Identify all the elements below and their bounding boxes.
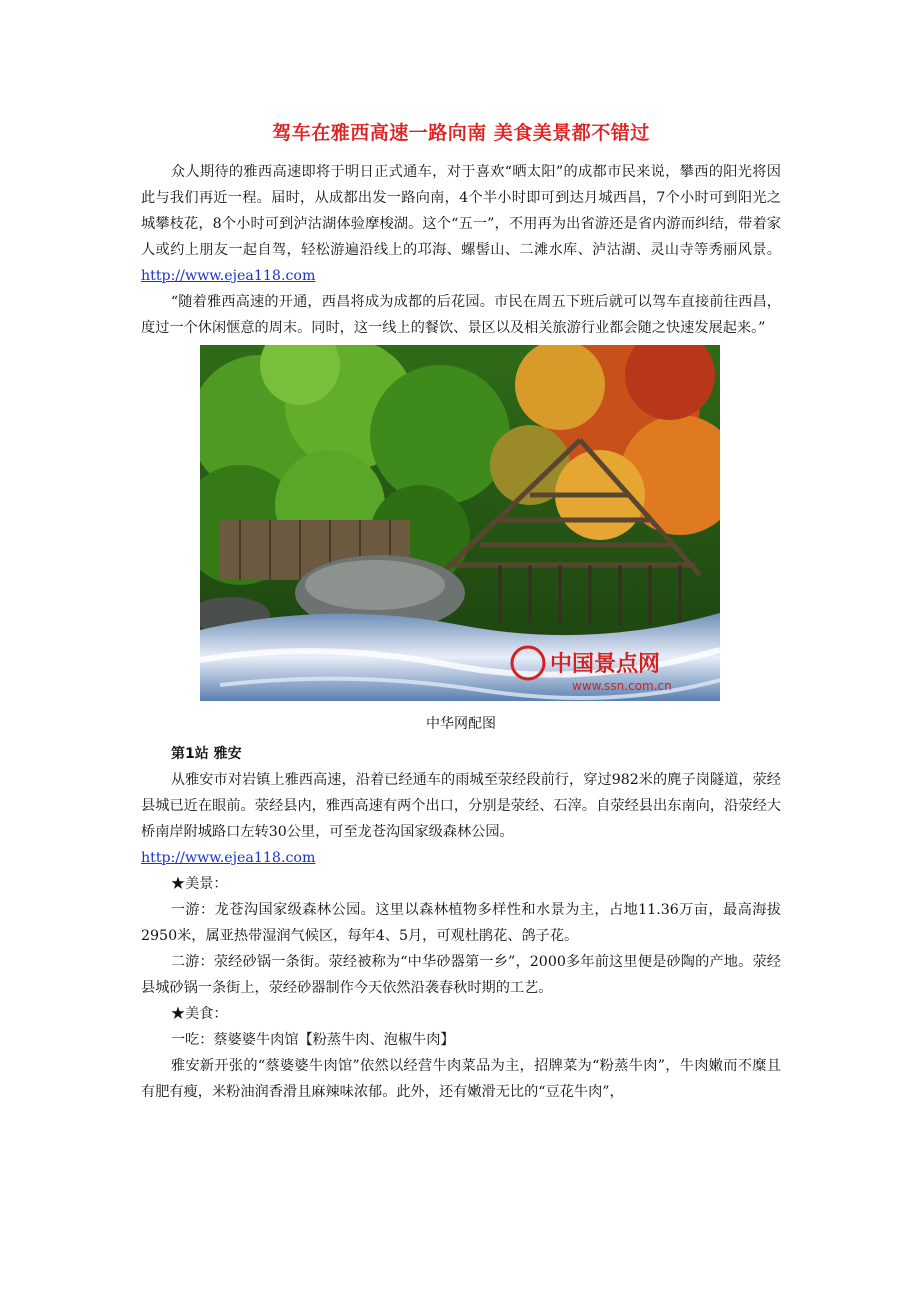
food-heading: ★美食：: [170, 1006, 228, 1022]
article-title: 驾车在雅西高速一路向南 美食美景都不错过: [272, 122, 650, 144]
intro-text: 众人期待的雅西高速即将于明日正式通车，对于喜欢“晒太阳”的成都市民来说，攀西的阳光将因此与我们再近一程。届时，从成都出发一路向南，4个半小时即可到达月城西昌，7个小时可到阳光之城攀枝花，8个小时可到泸沽湖体验摩梭湖。这个“五一”，不用再为出省游还是省内游而纠结，带着家人或约上朋友一起自驾，轻松游遍沿线上的邛海、螺髻山、二滩水库、泸沽湖、灵山寺等秀丽风景。: [141, 164, 781, 258]
scenery-heading: ★美景：: [170, 876, 228, 892]
site-link-2[interactable]: http://www.ejea118.com: [141, 850, 316, 866]
photo-caption: 中华网配图: [426, 716, 496, 732]
station-heading: 第1站 雅安: [171, 746, 242, 762]
site-link[interactable]: http://www.ejea118.com: [141, 268, 316, 284]
tour-2: 二游：荥经砂锅一条街。荥经被称为“中华砂器第一乡”，2000多年前这里便是砂陶的产地。荥经县城砂锅一条街上，荥经砂器制作今天依然沿袭春秋时期的工艺。: [141, 954, 781, 996]
intro-paragraph: [141, 159, 781, 289]
food-paragraph: 雅安新开张的“蔡婆婆牛肉馆”依然以经营牛肉菜品为主，招牌菜为“粉蒸牛肉”，牛肉嫩而不糜且有肥有瘦，米粉油润香滑且麻辣味浓郁。此外，还有嫩滑无比的“豆花牛肉”，: [141, 1058, 781, 1100]
photo-watermark-url: www.ssn.com.cn: [572, 679, 672, 693]
landscape-photo: [200, 345, 720, 701]
photo-watermark: 中国景点网: [550, 652, 661, 677]
tour-1: 一游：龙苍沟国家级森林公园。这里以森林植物多样性和水景为主，占地11.36万亩，最高海拔2950米，属亚热带湿润气候区，每年4、5月，可观杜鹃花、鸽子花。: [141, 902, 781, 944]
station-paragraph: 从雅安市对岩镇上雅西高速，沿着已经通车的雨城至荥经段前行，穿过982米的麂子岗隧道，荥经县城已近在眼前。荥经县内，雅西高速有两个出口，分别是荥经、石滓。自荥经县出东南向，沿荥经大桥南岸附城路口左转30公里，可至龙苍沟国家级森林公园。: [141, 772, 781, 840]
eat-1: 一吃：蔡婆婆牛肉馆【粉蒸牛肉、泡椒牛肉】: [170, 1032, 455, 1048]
article: [141, 118, 781, 1105]
station-link-line: [141, 845, 781, 871]
quote-paragraph: “随着雅西高速的开通，西昌将成为成都的后花园。市民在周五下班后就可以驾车直接前往西昌，度过一个休闲惬意的周末。同时，这一线上的餐饮、景区以及相关旅游行业都会随之快速发展起来。”: [141, 294, 781, 336]
